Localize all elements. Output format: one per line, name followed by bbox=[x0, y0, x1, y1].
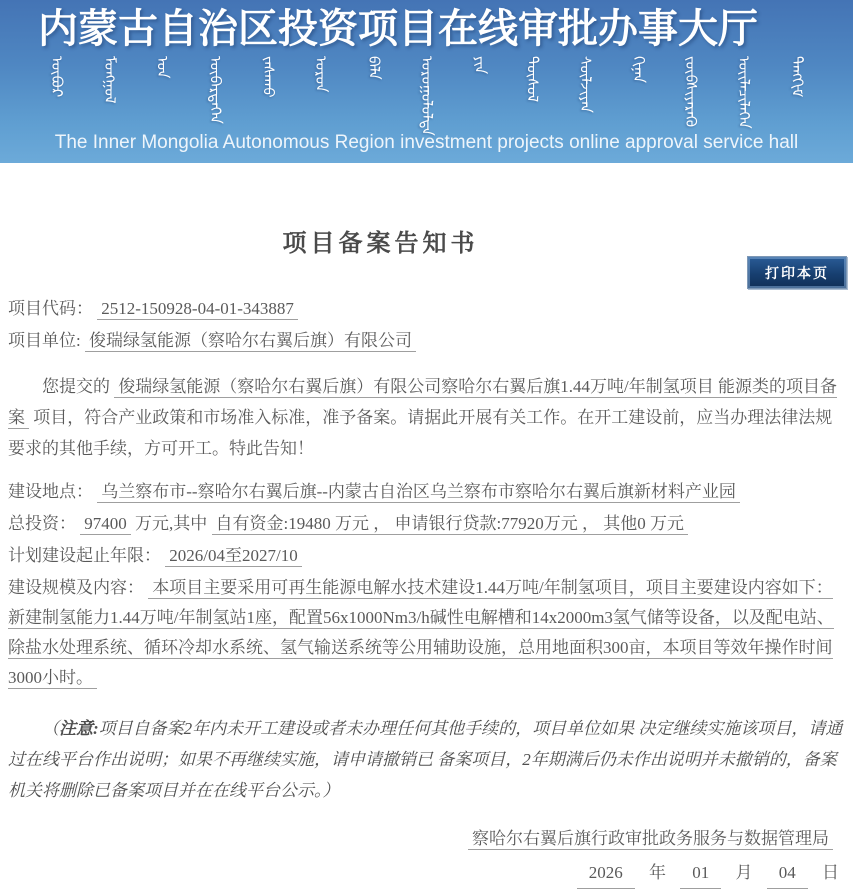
mongolian-word: ᠣᠷᠣᠨ bbox=[312, 56, 329, 93]
approval-paragraph bbox=[8, 371, 845, 464]
mongolian-word: ᠣᠷᠣᠭᠤᠯᠤᠯᠲᠠ bbox=[417, 56, 434, 136]
intro-prefix: 您提交的 bbox=[42, 377, 110, 396]
date-month-value: 01 bbox=[680, 858, 721, 889]
investment-mid-text: 万元,其中 bbox=[135, 514, 208, 533]
location-value: 乌兰察布市--察哈尔右翼后旗--内蒙古自治区乌兰察布市察哈尔右翼后旗新材料产业园 bbox=[97, 482, 740, 503]
location-label: 建设地点： bbox=[8, 482, 93, 501]
mongolian-word: ᠮᠣᠩᠭᠣᠯ bbox=[100, 56, 117, 104]
document-title: 项目备案告知书 bbox=[282, 231, 479, 257]
note-text: 项目自备案2年内未开工建设或者未办理任何其他手续的，项目单位如果 决定继续实施该项目，请通过在线平台作出说明；如果不再继续实施，请申请撤销已 备案项目，2年期满后仍未作出说明并未撤销的，备案机关将删除已备案项目并在在线平台公示。） bbox=[8, 719, 843, 800]
site-banner bbox=[0, 0, 853, 163]
print-page-button[interactable]: 打印本页 bbox=[747, 256, 847, 289]
date-year-value: 2026 bbox=[577, 858, 635, 889]
project-code-row bbox=[8, 294, 845, 324]
date-year-label: 年 bbox=[649, 863, 666, 882]
date-row bbox=[8, 858, 845, 889]
mongolian-word: ᠵᠠᠰᠠᠬᠤ bbox=[259, 56, 276, 98]
authority-row bbox=[8, 824, 845, 854]
date-day-label: 日 bbox=[822, 863, 839, 882]
scale-value: 本项目主要采用可再生能源电解水技术建设1.44万吨/年制氢项目，项目主要建设内容如下：新建制氢能力1.44万吨/年制氢站1座，配置56x1000Nm3/h碱性电解槽和14x2000m3氢气储等设备，以及配电站、除盐水处理系统、循环冷却水系统、氢气输送系统等公用辅助设施，总用地面积300亩，本项目等效年操作时间3000小时。 bbox=[8, 578, 834, 687]
mongolian-word: ᠵᠥᠪᠰᠢᠶᠡᠷᠡᠬᠦ bbox=[682, 56, 699, 128]
mongolian-word: ᠬᠢᠨᠠᠨ bbox=[629, 56, 646, 84]
intro-suffix: 项目，符合产业政策和市场准入标准，准予备案。请据此开展有关工作。在开工建设前，应当办理法律法规要求的其他手续，方可开工。特此告知！ bbox=[8, 408, 833, 458]
site-title-cn: 内蒙古自治区投资项目在线审批办事大厅 bbox=[38, 6, 758, 51]
note-paragraph bbox=[8, 713, 845, 806]
period-row bbox=[8, 541, 845, 571]
scale-label: 建设规模及内容： bbox=[8, 578, 144, 597]
document-body bbox=[8, 294, 845, 889]
project-code-value: 2512-150928-04-01-343887 bbox=[97, 299, 298, 320]
investment-row bbox=[8, 509, 845, 539]
note-bold-label: 注意: bbox=[59, 719, 99, 738]
mongolian-word: ᠦᠢᠯᠡᠴᠢᠯᠡᠭᠡᠨ bbox=[734, 56, 751, 129]
document-area bbox=[0, 223, 853, 889]
mongolian-word: ᠲᠥᠰᠥᠯ bbox=[523, 56, 540, 103]
scale-row bbox=[8, 573, 845, 693]
period-label: 计划建设起止年限： bbox=[8, 546, 161, 565]
date-day-value: 04 bbox=[767, 858, 808, 889]
project-unit-label: 项目单位: bbox=[8, 331, 81, 350]
investment-detail-value: 自有资金:19480 万元 ， 申请银行贷款:77920万元 ， 其他0 万元 bbox=[212, 514, 688, 535]
investment-total-value: 97400 bbox=[80, 514, 131, 535]
date-month-label: 月 bbox=[735, 863, 753, 882]
investment-label: 总投资： bbox=[8, 514, 76, 533]
mongolian-word: ᠪᠡᠯᠡ bbox=[365, 56, 382, 80]
project-name-value: 俊瑞绿氢能源（察哈尔右翼后旗）有限公司察哈尔右翼后旗1.44万吨/年制氢项目 能源类的项目备案 bbox=[8, 377, 837, 427]
location-row bbox=[8, 477, 845, 507]
project-unit-row bbox=[8, 326, 845, 356]
project-code-label: 项目代码： bbox=[8, 299, 93, 318]
mongolian-word: ᠶᠢᠨ bbox=[470, 56, 487, 75]
mongolian-word: ᠲᠠᠩᠬᠢᠮ bbox=[787, 56, 804, 98]
mongolian-word: ᠤᠨ bbox=[153, 56, 170, 79]
period-value: 2026/04至2027/10 bbox=[165, 546, 301, 567]
site-subtitle-en: The Inner Mongolia Autonomous Region investment projects online approval service hall bbox=[54, 132, 799, 153]
mongolian-script bbox=[0, 53, 853, 136]
note-open: （ bbox=[42, 719, 59, 738]
mongolian-word: ᠥᠪᠥᠷ bbox=[48, 56, 64, 98]
mongolian-word: ᠥᠪᠡᠷᠲᠡᠭᠡᠨ bbox=[206, 56, 223, 124]
mongolian-word: ᠰᠦᠯᠵᠢᠶᠡᠨ bbox=[576, 56, 593, 113]
project-unit-value: 俊瑞绿氢能源（察哈尔右翼后旗）有限公司 bbox=[85, 331, 416, 352]
authority-name: 察哈尔右翼后旗行政审批政务服务与数据管理局 bbox=[468, 829, 833, 850]
